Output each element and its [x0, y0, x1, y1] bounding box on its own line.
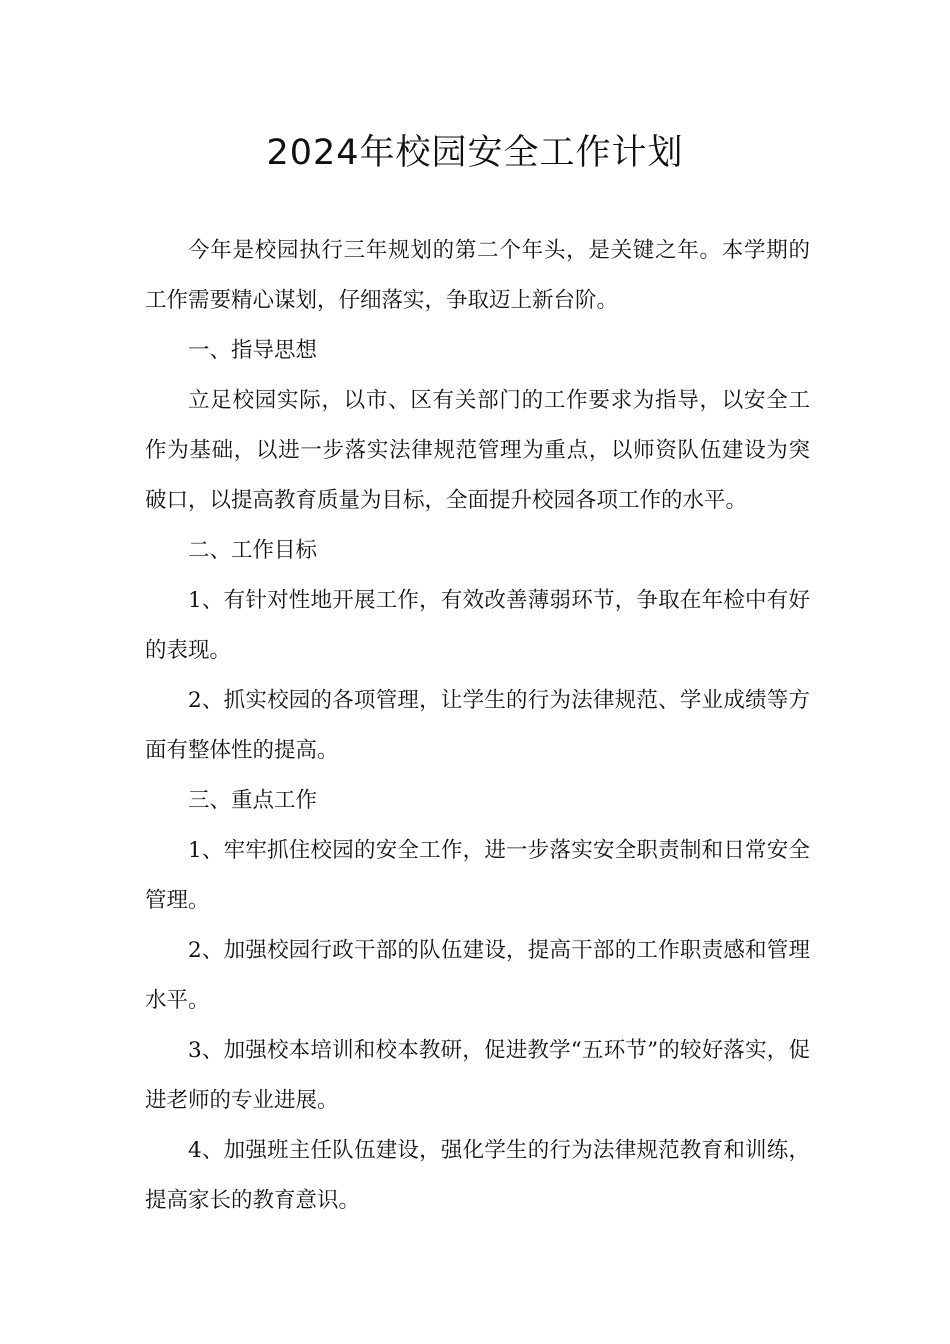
guiding-ideology-paragraph: 立足校园实际，以市、区有关部门的工作要求为指导，以安全工作为基础，以进一步落实法律规范管理为重点，以师资队伍建设为突破口，以提高教育质量为目标，全面提升校园各项工作的水平。	[145, 388, 810, 513]
section-heading-guiding-ideology: 一、指导思想	[188, 338, 318, 363]
section-heading-key-work: 三、重点工作	[188, 788, 318, 813]
key-work-item-1: 1、牢牢抓住校园的安全工作，进一步落实安全职责制和日常安全管理。	[145, 838, 810, 913]
key-work-item-4: 4、加强班主任队伍建设，强化学生的行为法律规范教育和训练，提高家长的教育意识。	[145, 1138, 810, 1213]
key-work-item-3: 3、加强校本培训和校本教研，促进教学“五环节”的较好落实，促进老师的专业进展。	[145, 1038, 810, 1113]
work-goal-item-2: 2、抓实校园的各项管理，让学生的行为法律规范、学业成绩等方面有整体性的提高。	[145, 688, 810, 763]
work-goal-item-1: 1、有针对性地开展工作，有效改善薄弱环节，争取在年检中有好的表现。	[145, 588, 810, 663]
key-work-item-2: 2、加强校园行政干部的队伍建设，提高干部的工作职责感和管理水平。	[145, 938, 810, 1013]
document-title: 2024年校园安全工作计划	[266, 133, 684, 173]
section-heading-work-goals: 二、工作目标	[188, 538, 318, 563]
document-body	[145, 226, 810, 1226]
intro-paragraph: 今年是校园执行三年规划的第二个年头，是关键之年。本学期的工作需要精心谋划，仔细落实，争取迈上新台阶。	[145, 238, 810, 313]
